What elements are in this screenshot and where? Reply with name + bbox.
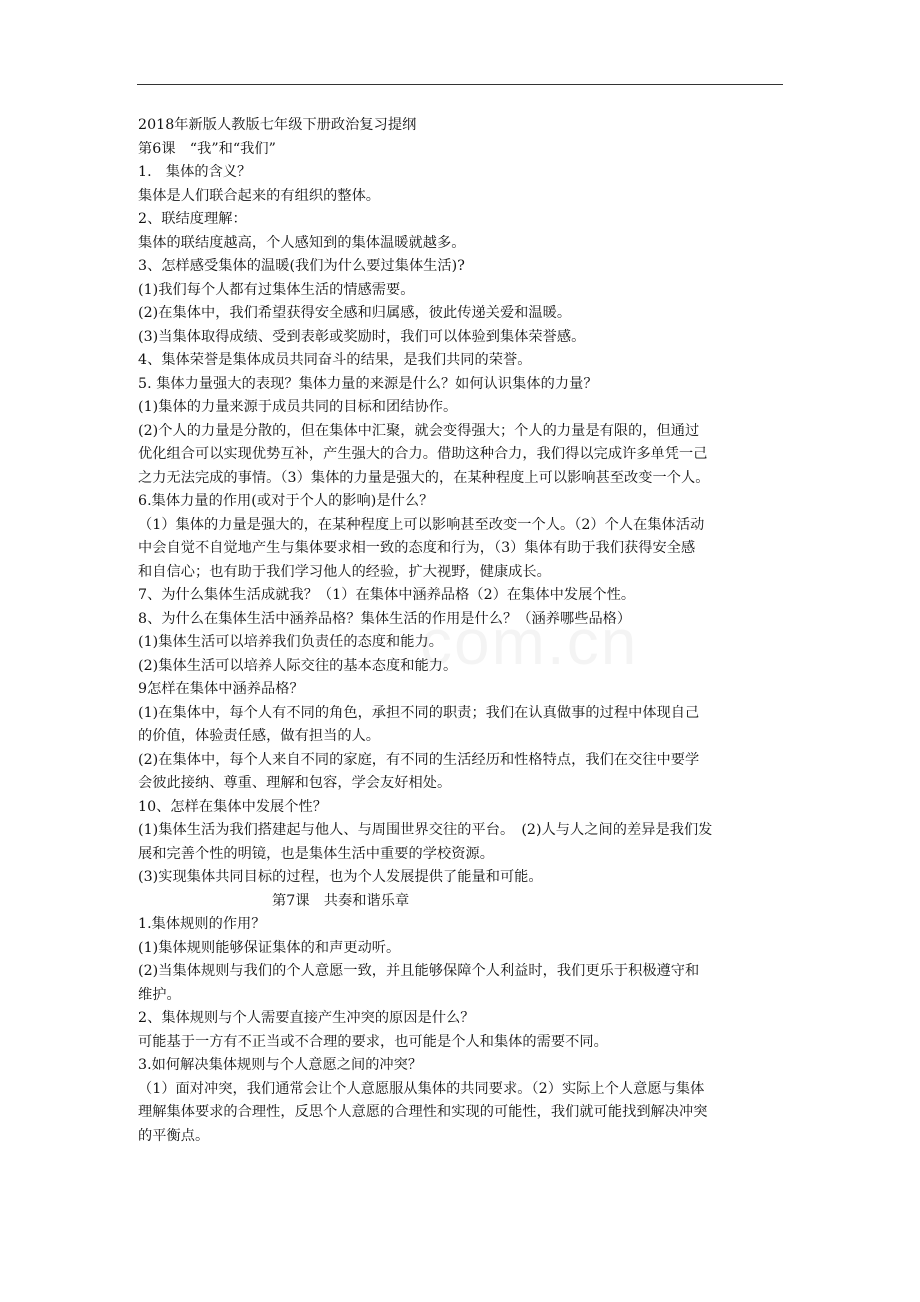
answer: 维护。 (138, 986, 181, 1003)
answer: (1)集体生活可以培养我们负责任的态度和能力。 (138, 634, 443, 650)
answer: (2)在集体中，我们希望获得安全感和归属感，彼此传递关爱和温暖。 (138, 305, 572, 321)
answer: 之力无法完成的事情。（3）集体的力量是强大的，在某种程度上可以影响甚至改变一个人。 (138, 469, 710, 486)
question: 7、为什么集体生活成就我？（1）在集体中涵养品格（2）在集体中发展个性。 (138, 587, 636, 603)
answer: （1）面对冲突，我们通常会让个人意愿服从集体的共同要求。（2）实际上个人意愿与集体 (138, 1080, 705, 1097)
question: 9怎样在集体中涵养品格？ (138, 681, 304, 697)
answer: (2)当集体规则与我们的个人意愿一致，并且能够保障个人利益时，我们更乐于积极遵守和 (138, 963, 700, 979)
question: 6.集体力量的作用(或对于个人的影响)是什么？ (138, 493, 434, 509)
answer: 和自信心；也有助于我们学习他人的经验，扩大视野，健康成长。 (138, 563, 551, 580)
document-title: 2018年新版人教版七年级下册政治复习提纲 (138, 117, 417, 133)
answer: 中会自觉不自觉地产生与集体要求相一致的态度和行为，（3）集体有助于我们获得安全感 (138, 540, 696, 556)
answer: 理解集体要求的合理性，反思个人意愿的合理性和实现的可能性，我们就可能找到解决冲突 (138, 1104, 708, 1120)
answer: 优化组合可以实现优势互补，产生强大的合力。借助这种合力，我们得以完成许多单凭一己 (138, 446, 708, 462)
answer: 集体的联结度越高，个人感知到的集体温暖就越多。 (138, 234, 466, 251)
answer: (2)在集体中，每个人来自不同的家庭，有不同的生活经历和性格特点，我们在交往中要学 (138, 751, 700, 768)
lesson-heading: 第6课 “我”和“我们” (138, 140, 276, 157)
answer: (2)个人的力量是分散的，但在集体中汇聚，就会变得强大；个人的力量是有限的，但通过 (138, 422, 700, 439)
answer: (1)集体生活为我们搭建起与他人、与周围世界交往的平台。 (2)人与人之间的差异是我们发 (138, 822, 713, 838)
header-rule (137, 84, 783, 85)
answer: 集体是人们联合起来的有组织的整体。 (138, 187, 381, 204)
answer: 的平衡点。 (138, 1127, 210, 1144)
question: 3、怎样感受集体的温暖(我们为什么要过集体生活)? (138, 258, 465, 274)
question: 2、集体规则与个人需要直接产生冲突的原因是什么？ (138, 1010, 475, 1026)
answer: 会彼此接纳、尊重、理解和包容，学会友好相处。 (138, 775, 452, 791)
question: 10、怎样在集体中发展个性？ (138, 798, 328, 815)
answer: (2)集体生活可以培养人际交往的基本态度和能力。 (138, 657, 458, 674)
document-body (138, 114, 783, 1148)
answer: (1)集体规则能够保证集体的和声更动听。 (138, 939, 401, 956)
answer: 可能基于一方有不正当或不合理的要求，也可能是个人和集体的需要不同。 (138, 1033, 608, 1050)
answer: (1)集体的力量来源于成员共同的目标和团结协作。 (138, 399, 458, 415)
question: 2、联结度理解： (138, 211, 247, 227)
answer: (1)我们每个人都有过集体生活的情感需要。 (138, 281, 415, 298)
answer: (1)在集体中，每个人有不同的角色，承担不同的职责；我们在认真做事的过程中体现自己 (138, 704, 700, 721)
question: 4、集体荣誉是集体成员共同奋斗的结果，是我们共同的荣誉。 (138, 352, 532, 368)
answer: (3)当集体取得成绩、受到表彰或奖励时，我们可以体验到集体荣誉感。 (138, 328, 586, 345)
question: 1.集体规则的作用？ (138, 916, 266, 932)
answer: （1）集体的力量是强大的，在某种程度上可以影响甚至改变一个人。（2）个人在集体活动 (138, 516, 705, 533)
question: 8、为什么在集体生活中涵养品格？集体生活的作用是什么？（涵养哪些品格） (138, 610, 632, 627)
answer: 的价值，体验责任感，做有担当的人。 (138, 728, 381, 744)
question: 1. 集体的含义？ (138, 164, 252, 180)
answer: (3)实现集体共同目标的过程，也为个人发展提供了能量和可能。 (138, 869, 543, 885)
question: 5. 集体力量强大的表现？集体力量的来源是什么？如何认识集体的力量？ (138, 375, 598, 392)
answer: 展和完善个性的明镜，也是集体生活中重要的学校资源。 (138, 845, 494, 862)
question: 3.如何解决集体规则与个人意愿之间的冲突？ (138, 1057, 423, 1073)
lesson-heading: 第7课 共奏和谐乐章 (272, 892, 410, 909)
